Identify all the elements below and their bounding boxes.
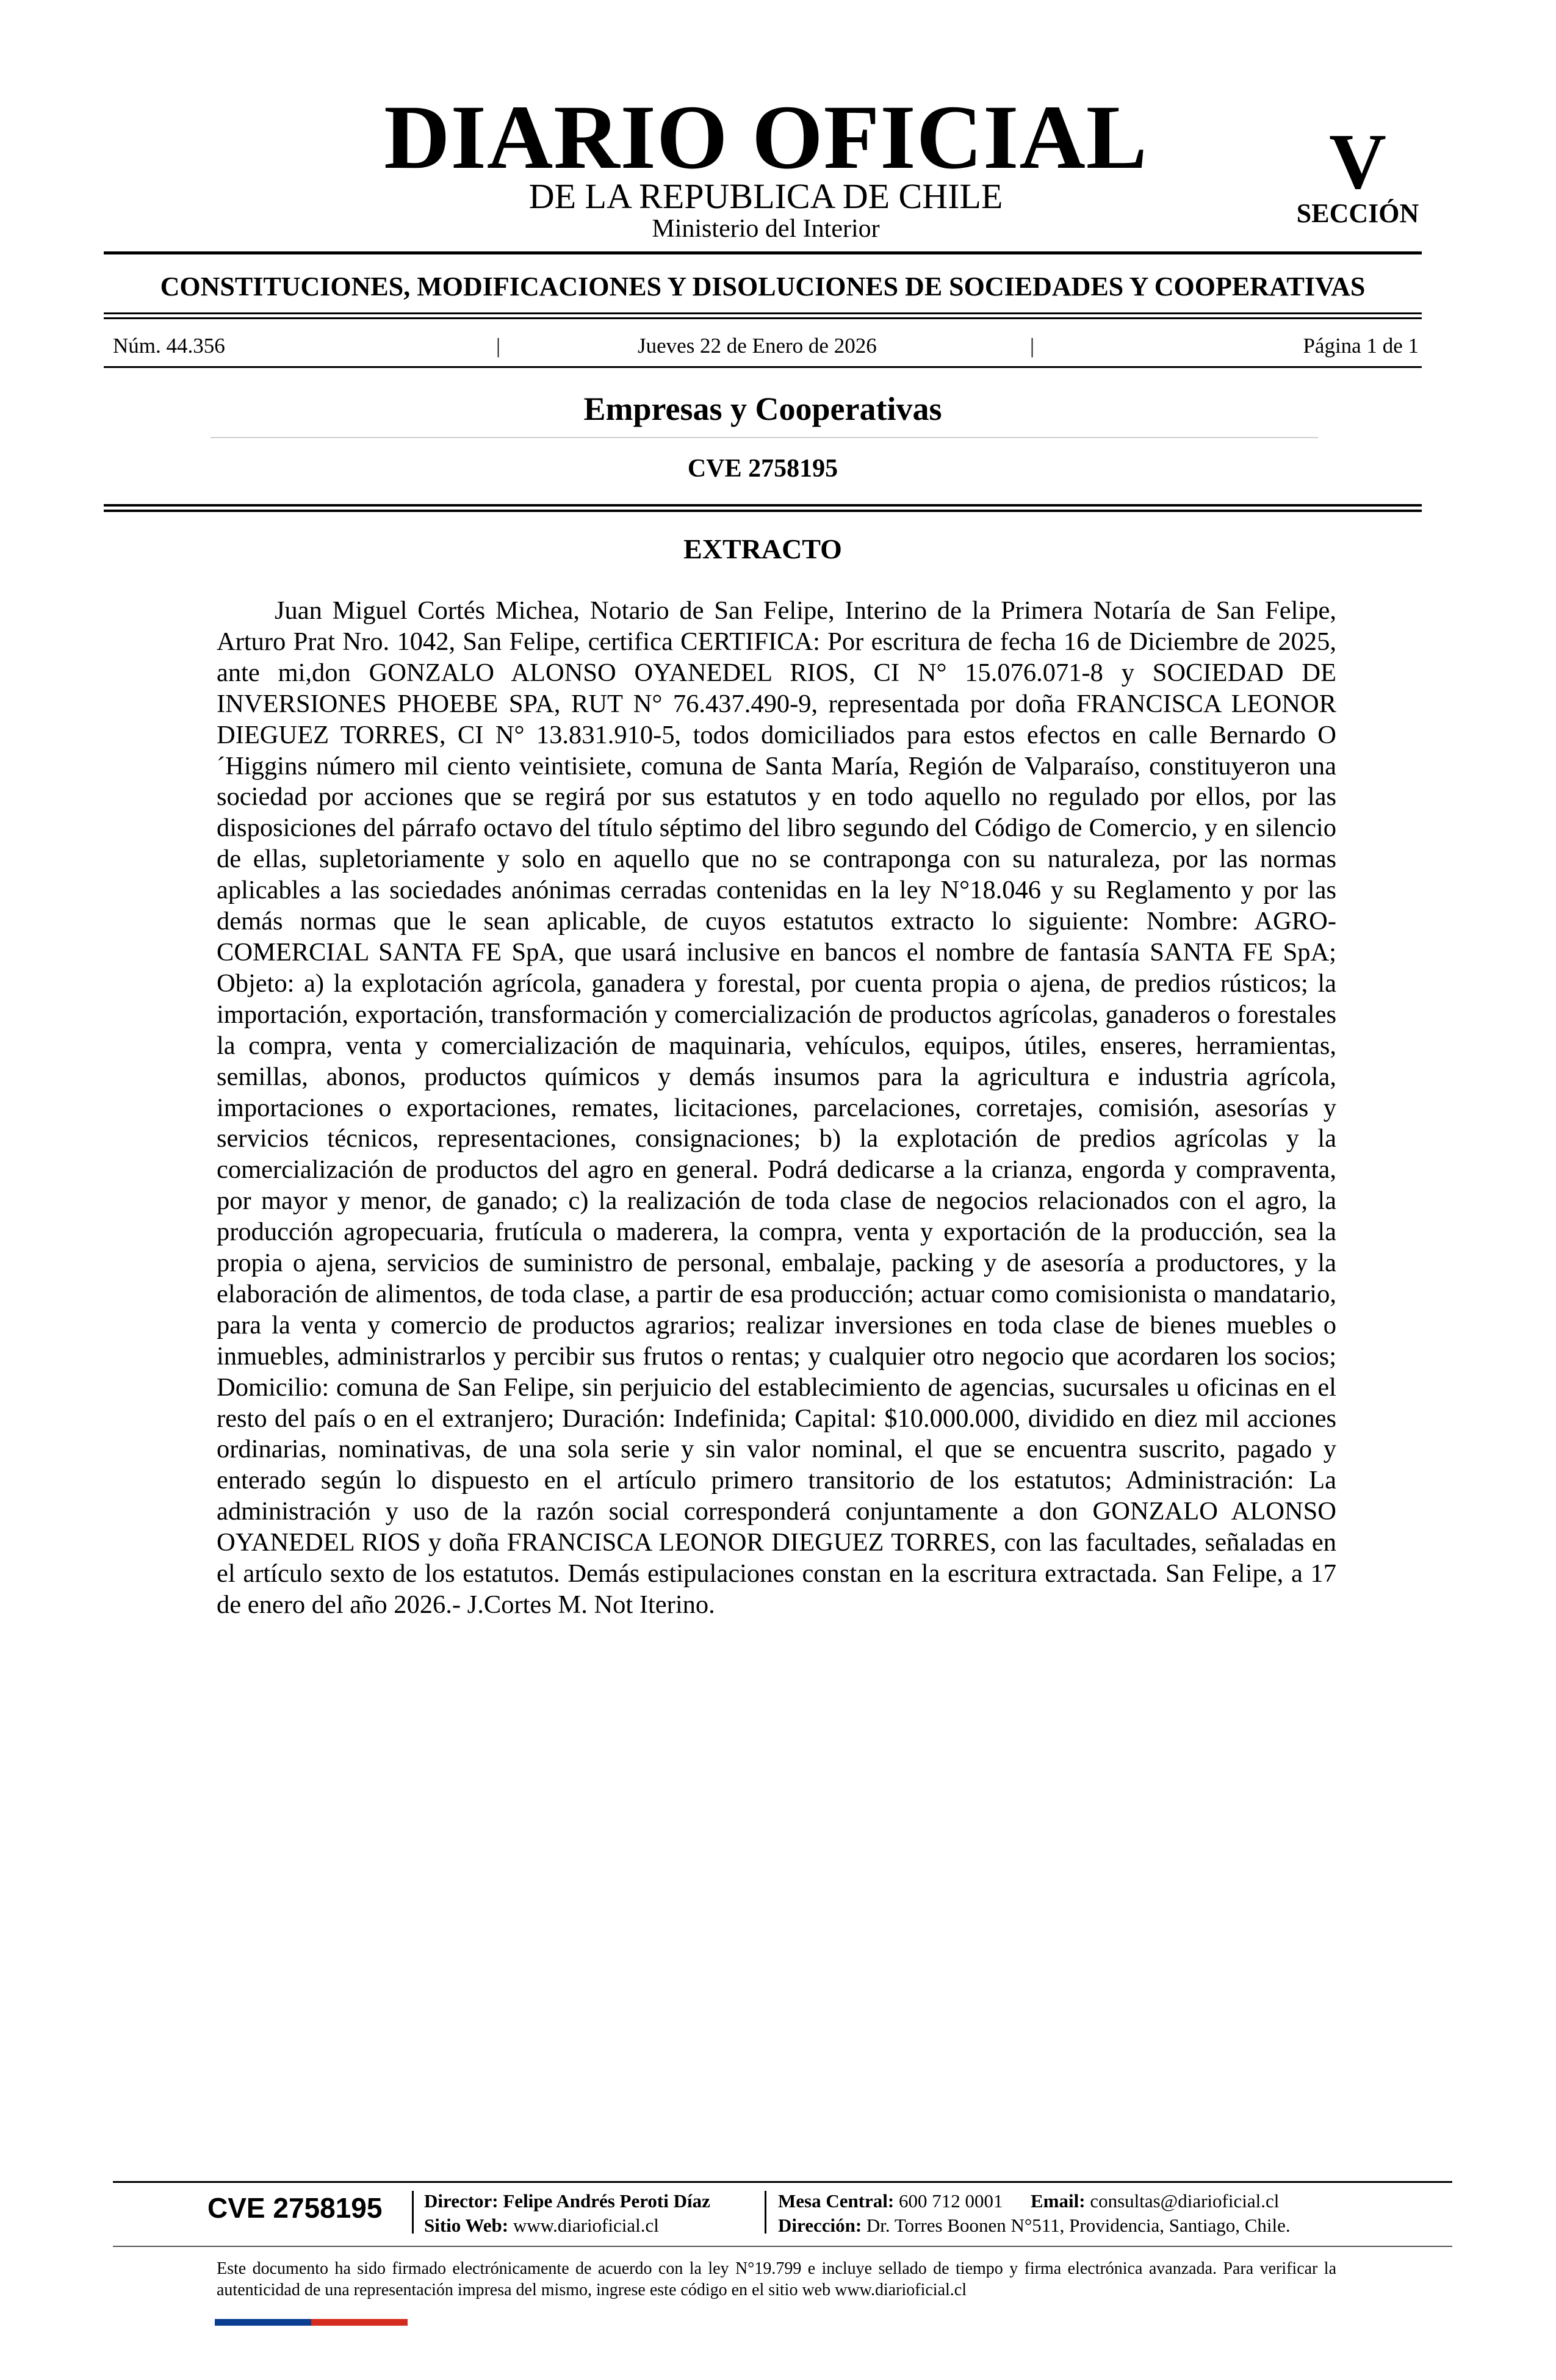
masthead-title: DIARIO OFICIAL <box>384 87 1148 188</box>
director-name: Felipe Andrés Peroti Díaz <box>503 2190 710 2212</box>
category-rule-top <box>104 312 1422 314</box>
director-label: Director: <box>424 2190 499 2212</box>
page-count: Página 1 de 1 <box>1303 334 1419 358</box>
issue-date: Jueves 22 de Enero de 2026 <box>638 334 877 358</box>
footer-address <box>778 2214 1291 2237</box>
flag-stripe-blue <box>215 2319 311 2326</box>
footer-cve-code: CVE 2758195 <box>207 2192 383 2224</box>
heading-divider <box>211 437 1318 438</box>
flag-stripe-red <box>311 2319 408 2326</box>
footer-website <box>424 2214 659 2237</box>
content-rule-top <box>104 504 1422 507</box>
extracto-body: Juan Miguel Cortés Michea, Notario de San Felipe, Interino de la Primera Notaría de San Felipe, Arturo Prat Nro. 1042, San Felipe, certifica CERTIFICA: Por escritura de fecha 16 de Diciembre de 2025, ante mi,don GONZALO ALONSO OYANEDEL RIOS, CI N° 15.076.071-8 y SOCIEDAD DE INVERSIONES PHOEBE SPA, RUT N° 76.437.490-9, representada por doña FRANCISCA LEONOR DIEGUEZ TORRES, CI N° 13.831.910-5, todos domiciliados para estos efectos en calle Bernardo O´Higgins número mil ciento veintisiete, comuna de Santa María, Región de Valparaíso, constituyeron una sociedad por acciones que se regirá por sus estatutos y en todo aquello no regulado por ellos, por las disposiciones del párrafo octavo del título séptimo del libro segundo del Código de Comercio, y en silencio de ellas, supletoriamente y solo en aquello que no se contraponga con su naturaleza, por las normas aplicables a las sociedades anónimas cerradas contenidas en la ley N°18.046 y su Reglamento y por las demás normas que le sean aplicable, de cuyos estatutos extracto lo siguiente: Nombre: AGRO-COMERCIAL SANTA FE SpA, que usará inclusive en bancos el nombre de fantasía SANTA FE SpA; Objeto: a) la explotación agrícola, ganadera y forestal, por cuenta propia o ajena, de predios rústicos; la importación, exportación, transformación y comercialización de productos agrícolas, ganaderos o forestales la compra, venta y comercialización de maquinaria, vehículos, equipos, útiles, enseres, herramientas, semillas, abonos, productos químicos y demás insumos para la agricultura e industria agrícola, importaciones o exportaciones, remates, licitaciones, parcelaciones, corretajes, comisión, asesorías y servicios técnicos, representaciones, consignaciones; b) la explotación de predios agrícolas y la comercialización de productos del agro en general. Podrá dedicarse a la crianza, engorda y compraventa, por mayor y menor, de ganado; c) la realización de toda clase de negocios relacionados con el agro, la producción agropecuaria, frutícula o maderera, la compra, venta y exportación de la producción, sea la propia o ajena, servicios de suministro de personal, embalaje, packing y de asesoría a productores, y la elaboración de alimentos, de toda clase, a partir de esa producción; actuar como comisionista o mandatario, para la venta y comercio de productos agrarios; realizar inversiones en toda clase de bienes muebles o inmuebles, administrarlos y percibir sus frutos o rentas; y cualquier otro negocio que acordaren los socios; Domicilio: comuna de San Felipe, sin perjuicio del establecimiento de agencias, sucursales u oficinas en el resto del país o en el extranjero; Duración: Indefinida; Capital: $10.000.000, dividido en diez mil acciones ordinarias, nominativas, de una sola serie y sin valor nominal, el que se encuentra suscrito, pagado y enterado según lo dispuesto en el artículo primero transitorio de los estatutos; Administración: La administración y uso de la razón social corresponderá conjuntamente a don GONZALO ALONSO OYANEDEL RIOS y doña FRANCISCA LEONOR DIEGUEZ TORRES, con las facultades, señaladas en el artículo sexto de los estatutos. Demás estipulaciones constan en la escritura extractada. San Felipe, a 17 de enero del año 2026.- J.Cortes M. Not Iterino. <box>217 596 1336 1619</box>
address-label: Dirección: <box>778 2215 862 2236</box>
footer-separator <box>765 2191 766 2234</box>
cve-code: CVE 2758195 <box>687 455 838 483</box>
category-rule-bottom <box>104 317 1422 319</box>
email-label: Email: <box>1031 2190 1086 2212</box>
footer-rule <box>113 2181 1452 2183</box>
masthead-ministry: Ministerio del Interior <box>652 215 880 243</box>
email-link[interactable]: consultas@diarioficial.cl <box>1090 2190 1280 2212</box>
extracto-title: EXTRACTO <box>683 533 842 564</box>
issue-number: Núm. 44.356 <box>113 334 225 358</box>
section-heading: Empresas y Cooperativas <box>583 391 942 427</box>
masthead-subtitle: DE LA REPUBLICA DE CHILE <box>528 176 1003 216</box>
verification-note: Este documento ha sido firmado electrónicamente de acuerdo con la ley N°19.799 e incluye sellado de tiempo y firma electrónica avanzada. Para verificar la autenticidad de una representación impresa del mismo, ingrese este código en el sitio web www.diarioficial.cl <box>217 2259 1336 2299</box>
masthead-rule <box>104 251 1422 254</box>
issue-meta-row <box>113 331 1419 361</box>
footer-note-rule <box>113 2246 1452 2247</box>
content-rule-bottom <box>104 510 1422 512</box>
section-letter: V <box>1329 118 1386 206</box>
website-label: Sitio Web: <box>424 2215 509 2236</box>
meta-separator: | <box>1030 334 1035 358</box>
section-word: SECCIÓN <box>1296 198 1419 228</box>
footer-contact <box>778 2190 1279 2213</box>
footer-director <box>424 2190 710 2213</box>
phone-number: 600 712 0001 <box>899 2190 1003 2212</box>
footer-separator <box>412 2191 414 2234</box>
phone-label: Mesa Central: <box>778 2190 895 2212</box>
meta-rule <box>104 366 1422 368</box>
category-title: CONSTITUCIONES, MODIFICACIONES Y DISOLUCIONES DE SOCIEDADES Y COOPERATIVAS <box>160 272 1366 301</box>
meta-separator: | <box>496 334 501 358</box>
website-link[interactable]: www.diarioficial.cl <box>513 2215 659 2236</box>
address-text: Dr. Torres Boonen N°511, Providencia, Santiago, Chile. <box>866 2215 1291 2236</box>
